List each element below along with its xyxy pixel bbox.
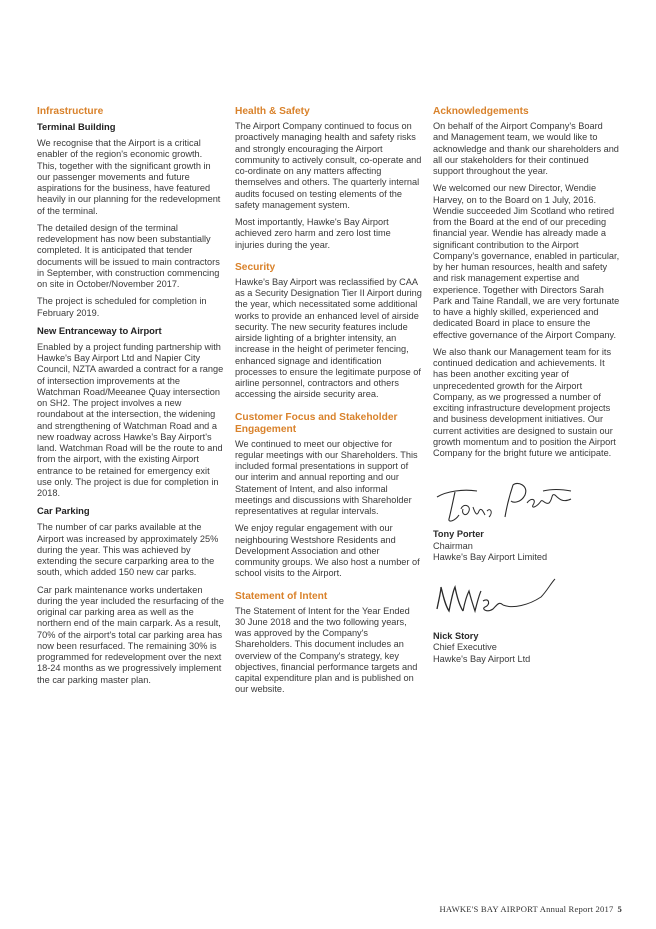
paragraph: Most importantly, Hawke's Bay Airport achieved zero harm and zero lost time injuries during the year. [235,217,391,250]
paragraph: Hawke's Bay Airport was reclassified by CAA as a Security Designation Tier II Airport during the year, which necessitated some additional works to provide an enhanced level of airside security. The new security features include airside lighting of a brighter intensity, an increase in the height of perimeter fencing, enhanced signage and identification processes to ensure the legitimate purpose of airline personnel, contractors and others accessing the airside security area. [235,276,422,400]
page-number: 5 [617,904,622,914]
signer-role: Chief Executive [433,642,497,653]
column-right [433,106,620,665]
paragraph: Enabled by a project funding partnership with Hawke's Bay Airport Ltd and Napier City Council, NZTA awarded a contract for a range of intersection improvements at the Watchman Road/Meeanee Quay intersection on SH2. The project involves a new roundabout at the intersection, the widening and strengthening of Watchman Road and a new roadway across Hawke's Bay Airport's land. Watchman Road will be the route to and from the airport, with the existing Airport entrance to be retained for emergency exit use only. The project is due for completion in 2018. [37,341,224,498]
section-heading-health-safety: Health & Safety [235,106,310,117]
paragraph: The Airport Company continued to focus on proactively managing health and safety risks and strongly encouraging the Airport community to actively consult, co-operate and co-ordinate on any matters affecting themselves and others. The quarterly internal audits focused on testing elements of the safety management system. [235,121,422,210]
signer-name: Tony Porter [433,529,484,540]
paragraph: The number of car parks available at the Airport was increased by approximately 25% during the year. This was achieved by extending the secure carparking area to the south, which added 150 new car parks. [37,522,219,578]
paragraph: We continued to meet our objective for regular meetings with our Shareholders. This included formal presentations in support of our interim and annual reporting and our Statement of Intent, and also informal meetings and discussions with Shareholder representatives at regular intervals. [235,438,418,516]
signer-name: Nick Story [433,631,479,641]
signer-organisation: Hawke's Bay Airport Ltd [433,653,531,664]
paragraph: The Statement of Intent for the Year Ended 30 June 2018 and the two following years, was approved by the Company's Shareholders. This document includes an overview of the Company's strategy, key objectives, financial performance targets and capital expenditure plan and is published on our website. [235,605,418,695]
section-heading-security: Security [235,261,276,273]
column-left [37,106,224,692]
subheading-new-entranceway: New Entranceway to Airport [37,324,162,336]
signature-nick-story [433,575,620,631]
page-footer [439,904,622,914]
signer-block-chairman [433,529,620,563]
section-heading-customer-focus: Customer Focus and Stakeholder Engagement [235,411,398,435]
paragraph: The detailed design of the terminal redevelopment has now been substantially completed. It is anticipated that tender documents will be issued to main contractors in September, with construction commencing on site in October/November 2017. [37,222,220,289]
section-heading-infrastructure: Infrastructure [37,106,104,117]
paragraph: On behalf of the Airport Company's Board and Management team, we would like to acknowledge and thank our shareholders and all our stakeholders for their continued support throughout the year. [433,121,619,176]
subheading-terminal-building: Terminal Building [37,121,116,132]
signer-block-chief-executive [433,631,620,665]
signature-tony-porter [433,477,620,529]
signer-organisation: Hawke's Bay Airport Limited [433,551,548,562]
section-heading-statement-of-intent: Statement of Intent [235,590,328,602]
paragraph: We welcomed our new Director, Wendie Harvey, on to the Board on 1 July, 2016. Wendie succeeded Jim Scotland who retired from the Board at the end of our preceding financial year. Wendie has already made a significant contribution to the Airport Company's governance, enabled in particular, by her human resources, health and safety and risk management expertise and experience. Together with Directors Sarah Park and Taine Randall, we are very fortunate to have a highly skilled, experienced and dedicated Board in place to ensure the effective governance of the Airport Company. [433,183,620,340]
paragraph: We also thank our Management team for its continued dedication and achievements. It has been another exciting year of unprecedented growth for the Airport Company, as we progressed a number of exciting infrastructure development projects and business development initiatives. Our current activities are designed to sustain our growth momentum and to position the Airport Company for the bright future we anticipate. [433,346,616,458]
paragraph: Car park maintenance works undertaken during the year included the resurfacing of the original car parking area as well as the northern end of the main carpark. As a result, 70% of the airport's total car parking area has now been resurfaced. The remaining 30% is programmed for redevelopment over the next 18-24 months as we progressively implement the car parking master plan. [37,584,224,685]
paragraph: We recognise that the Airport is a critical enabler of the region's economic growth. This, together with the significant growth in our passenger movements and future aspirations for the business, have featured heavily in our planning for the redevelopment of the terminal. [37,138,221,216]
paragraph: We enjoy regular engagement with our neighbouring Westshore Residents and Development Association and other community groups. We also host a number of school visits to the Airport. [235,523,420,579]
section-heading-acknowledgements: Acknowledgements [433,106,529,117]
signer-role: Chairman [433,540,473,551]
paragraph: The project is scheduled for completion in February 2019. [37,296,207,318]
column-middle [235,106,422,702]
subheading-car-parking: Car Parking [37,505,90,517]
footer-text: HAWKE'S BAY AIRPORT Annual Report 2017 [439,904,614,914]
